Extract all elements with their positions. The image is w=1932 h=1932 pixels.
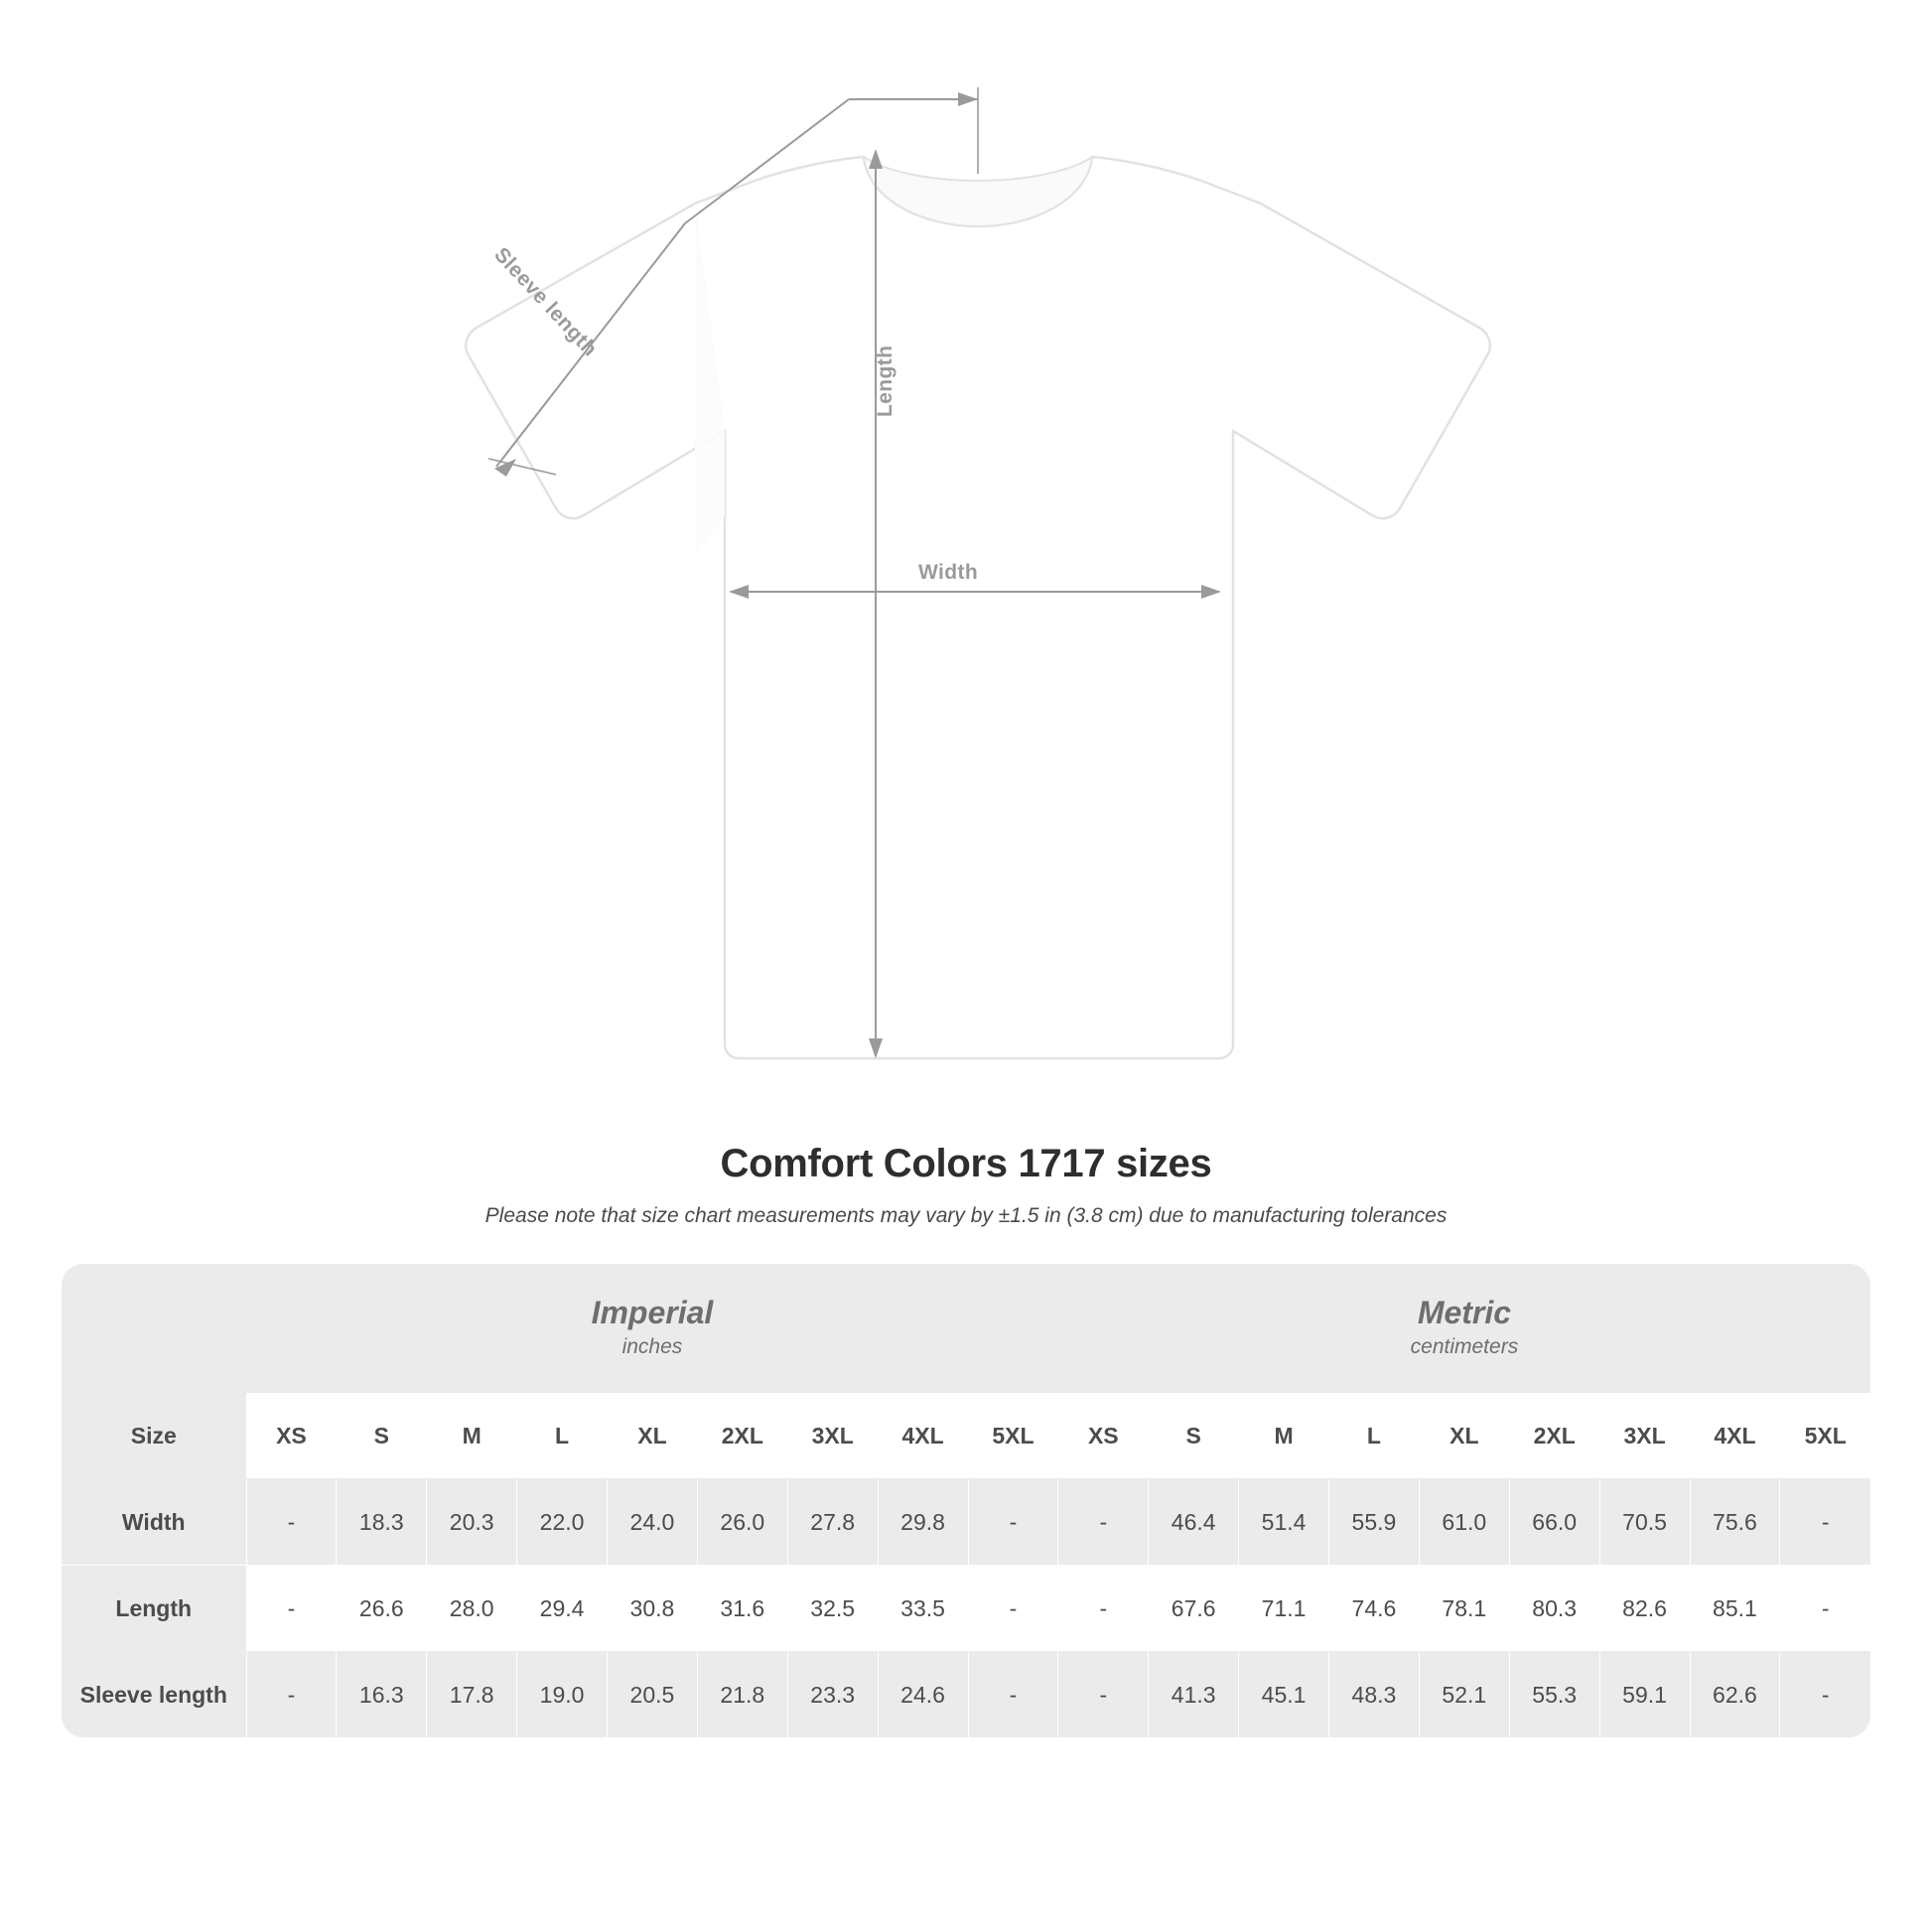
tolerance-note: Please note that size chart measurements may vary by ±1.5 in (3.8 cm) due to manufacturing tolerances bbox=[484, 1204, 1448, 1227]
column-header: 4XL bbox=[1690, 1393, 1780, 1479]
column-header: 4XL bbox=[878, 1393, 968, 1479]
cell: 45.1 bbox=[1239, 1652, 1329, 1738]
cell: 21.8 bbox=[697, 1652, 787, 1738]
row-label-width: Width bbox=[62, 1479, 246, 1566]
cell: 20.5 bbox=[608, 1652, 698, 1738]
cell: 22.0 bbox=[517, 1479, 608, 1566]
cell: 78.1 bbox=[1419, 1566, 1509, 1652]
column-header: XS bbox=[1058, 1393, 1149, 1479]
title-block bbox=[0, 1142, 1932, 1228]
column-header: S bbox=[337, 1393, 427, 1479]
length-dimension-label: Length bbox=[874, 345, 897, 417]
column-header: L bbox=[1329, 1393, 1420, 1479]
cell: 82.6 bbox=[1599, 1566, 1690, 1652]
unit-sub-imperial: inches bbox=[621, 1334, 683, 1358]
units-header-row bbox=[62, 1264, 1870, 1393]
cell: 71.1 bbox=[1239, 1566, 1329, 1652]
cell: 27.8 bbox=[787, 1479, 878, 1566]
cell: 24.6 bbox=[878, 1652, 968, 1738]
cell: 67.6 bbox=[1149, 1566, 1239, 1652]
cell: 28.0 bbox=[427, 1566, 517, 1652]
column-header: M bbox=[1239, 1393, 1329, 1479]
cell: - bbox=[1780, 1652, 1870, 1738]
cell: 26.6 bbox=[337, 1566, 427, 1652]
cell: - bbox=[1780, 1479, 1870, 1566]
row-label-sleeve-length: Sleeve length bbox=[62, 1652, 246, 1738]
units-spacer bbox=[62, 1264, 246, 1393]
cell: 26.0 bbox=[697, 1479, 787, 1566]
column-header: 5XL bbox=[968, 1393, 1058, 1479]
shirt-body bbox=[466, 157, 1490, 1058]
cell: 51.4 bbox=[1239, 1479, 1329, 1566]
cell: 20.3 bbox=[427, 1479, 517, 1566]
cell: 70.5 bbox=[1599, 1479, 1690, 1566]
cell: 31.6 bbox=[697, 1566, 787, 1652]
cell: - bbox=[1058, 1652, 1149, 1738]
cell: 41.3 bbox=[1149, 1652, 1239, 1738]
cell: 29.4 bbox=[517, 1566, 608, 1652]
width-dimension-label: Width bbox=[918, 561, 979, 584]
cell: - bbox=[1780, 1566, 1870, 1652]
cell: - bbox=[968, 1479, 1058, 1566]
cell: 85.1 bbox=[1690, 1566, 1780, 1652]
cell: - bbox=[968, 1652, 1058, 1738]
column-header: 2XL bbox=[1509, 1393, 1599, 1479]
cell: 55.9 bbox=[1329, 1479, 1420, 1566]
column-header: 2XL bbox=[697, 1393, 787, 1479]
cell: 32.5 bbox=[787, 1566, 878, 1652]
cell: 62.6 bbox=[1690, 1652, 1780, 1738]
table-row bbox=[62, 1479, 1870, 1566]
cell: - bbox=[1058, 1566, 1149, 1652]
cell: - bbox=[968, 1566, 1058, 1652]
table-row bbox=[62, 1652, 1870, 1738]
cell: 29.8 bbox=[878, 1479, 968, 1566]
column-header: XL bbox=[1419, 1393, 1509, 1479]
column-header: M bbox=[427, 1393, 517, 1479]
column-header: 5XL bbox=[1780, 1393, 1870, 1479]
cell: 46.4 bbox=[1149, 1479, 1239, 1566]
cell: 74.6 bbox=[1329, 1566, 1420, 1652]
cell: 52.1 bbox=[1419, 1652, 1509, 1738]
cell: 23.3 bbox=[787, 1652, 878, 1738]
size-table bbox=[62, 1264, 1870, 1737]
cell: 24.0 bbox=[608, 1479, 698, 1566]
sleeve-length-dimension-label: Sleeve length bbox=[489, 243, 602, 361]
cell: - bbox=[246, 1479, 337, 1566]
unit-name-imperial: Imperial bbox=[591, 1294, 714, 1330]
cell: 17.8 bbox=[427, 1652, 517, 1738]
cell: 75.6 bbox=[1690, 1479, 1780, 1566]
unit-sub-metric: centimeters bbox=[1410, 1334, 1519, 1358]
cell: 48.3 bbox=[1329, 1652, 1420, 1738]
cell: 33.5 bbox=[878, 1566, 968, 1652]
size-label-cell: Size bbox=[62, 1393, 246, 1479]
column-header: S bbox=[1149, 1393, 1239, 1479]
cell: - bbox=[246, 1566, 337, 1652]
column-header: XL bbox=[608, 1393, 698, 1479]
cell: - bbox=[246, 1652, 337, 1738]
cell: - bbox=[1058, 1479, 1149, 1566]
size-header-row bbox=[62, 1393, 1870, 1479]
cell: 61.0 bbox=[1419, 1479, 1509, 1566]
cell: 59.1 bbox=[1599, 1652, 1690, 1738]
cell: 19.0 bbox=[517, 1652, 608, 1738]
column-header: 3XL bbox=[1599, 1393, 1690, 1479]
cell: 66.0 bbox=[1509, 1479, 1599, 1566]
size-table-container bbox=[62, 1264, 1870, 1737]
row-label-length: Length bbox=[62, 1566, 246, 1652]
column-header: L bbox=[517, 1393, 608, 1479]
unit-name-metric: Metric bbox=[1417, 1294, 1512, 1330]
unit-header-imperial bbox=[246, 1264, 1058, 1393]
cell: 30.8 bbox=[608, 1566, 698, 1652]
column-header: XS bbox=[246, 1393, 337, 1479]
cell: 18.3 bbox=[337, 1479, 427, 1566]
column-header: 3XL bbox=[787, 1393, 878, 1479]
cell: 16.3 bbox=[337, 1652, 427, 1738]
cell: 55.3 bbox=[1509, 1652, 1599, 1738]
page-title: Comfort Colors 1717 sizes bbox=[720, 1142, 1212, 1185]
unit-header-metric bbox=[1058, 1264, 1870, 1393]
table-row bbox=[62, 1566, 1870, 1652]
cell: 80.3 bbox=[1509, 1566, 1599, 1652]
